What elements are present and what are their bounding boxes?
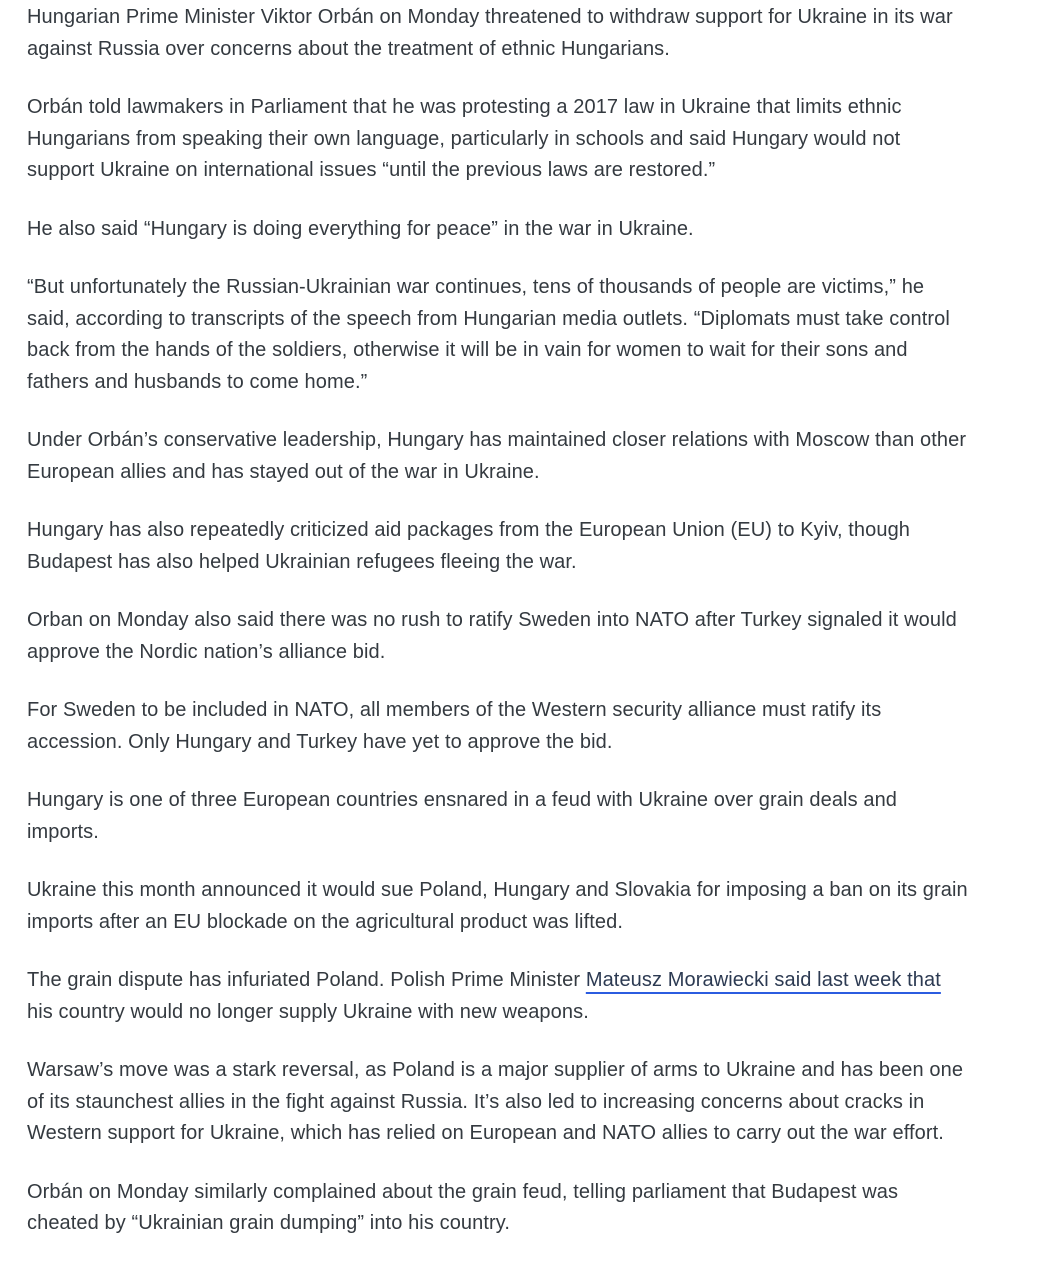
article-paragraph-with-link [27,965,972,1028]
article-paragraph: For Sweden to be included in NATO, all members of the Western security alliance must ratify its accession. Only Hungary and Turkey have yet to approve the bid. [27,699,882,753]
article-paragraph: Hungarian Prime Minister Viktor Orbán on Monday threatened to withdraw support for Ukraine in its war against Russia over concerns about the treatment of ethnic Hungarians. [27,6,953,60]
article-paragraph: Hungary has also repeatedly criticized aid packages from the European Union (EU) to Kyiv, though Budapest has also helped Ukrainian refugees fleeing the war. [27,519,911,573]
article-paragraph: Orbán told lawmakers in Parliament that he was protesting a 2017 law in Ukraine that limits ethnic Hungarians from speaking their own language, particularly in schools and said Hungary would not support Ukraine on international issues “until the previous laws are restored.” [27,96,902,181]
morawiecki-article-link[interactable]: Mateusz Morawiecki said last week that [585,969,941,991]
article-paragraph: “But unfortunately the Russian-Ukrainian war continues, tens of thousands of people are victims,” he said, according to transcripts of the speech from Hungarian media outlets. “Diplomats must take control back from the hands of the soldiers, otherwise it will be in vain for women to wait for their sons and fathers and husbands to come home.” [27,276,950,393]
article-paragraph: Ukraine this month announced it would sue Poland, Hungary and Slovakia for imposing a ban on its grain imports after an EU blockade on the agricultural product was lifted. [27,879,968,933]
article-paragraph: Orban on Monday also said there was no rush to ratify Sweden into NATO after Turkey signaled it would approve the Nordic nation’s alliance bid. [27,609,957,663]
article-paragraph: He also said “Hungary is doing everything for peace” in the war in Ukraine. [27,217,694,240]
paragraph-text-before-link: The grain dispute has infuriated Poland. Polish Prime Minister [27,969,586,991]
article-paragraph: Warsaw’s move was a stark reversal, as Poland is a major supplier of arms to Ukraine and has been one of its staunchest allies in the fight against Russia. It’s also led to increasing concerns about cracks in Western support for Ukraine, which has relied on European and NATO allies to carry out the war effort. [27,1059,964,1144]
paragraph-text-after-link: his country would no longer supply Ukraine with new weapons. [27,1000,589,1023]
article-paragraph: Orbán on Monday similarly complained about the grain feud, telling parliament that Budapest was cheated by “Ukrainian grain dumping” into his country. [27,1180,899,1234]
article-paragraph: Under Orbán’s conservative leadership, Hungary has maintained closer relations with Moscow than other European allies and has stayed out of the war in Ukraine. [27,429,967,483]
article-paragraph: Hungary is one of three European countries ensnared in a feud with Ukraine over grain deals and imports. [27,789,898,843]
